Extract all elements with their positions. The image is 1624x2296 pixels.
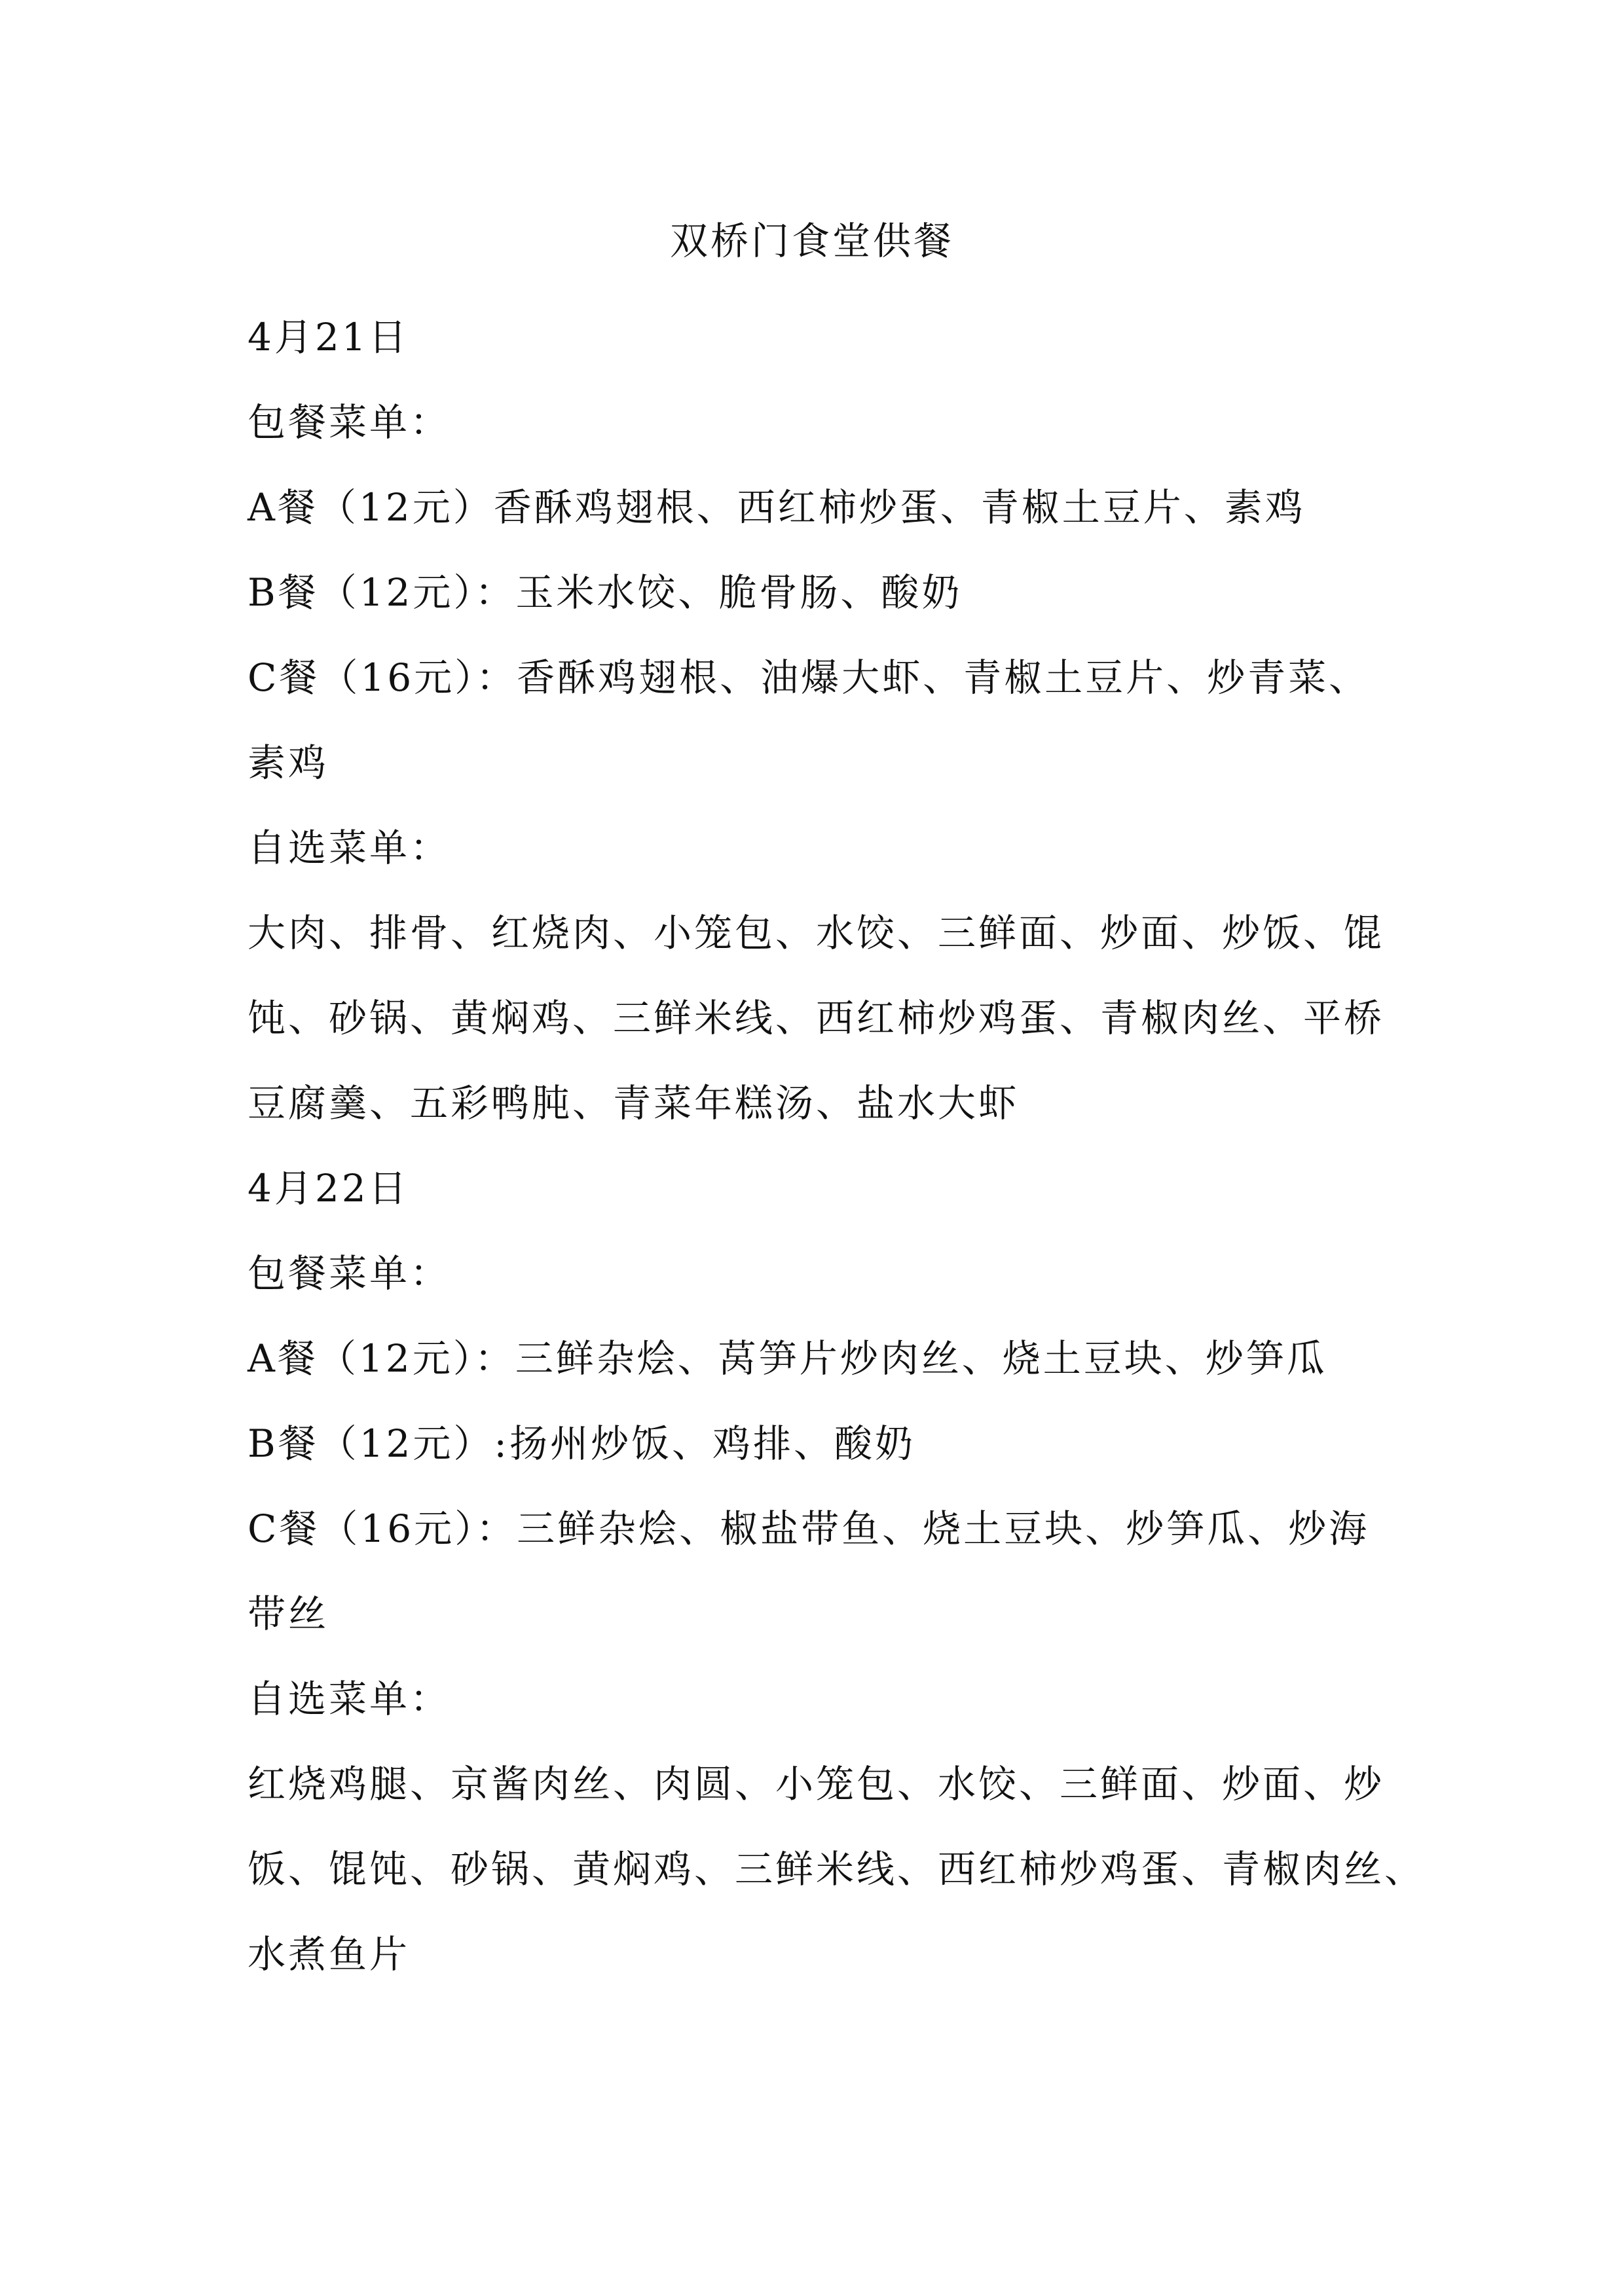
meal-c-line-continued: 素鸡: [248, 740, 329, 785]
meal-c-line: C餐（16元）：三鲜杂烩、椒盐带鱼、烧土豆块、炒笋瓜、炒海: [248, 1506, 1370, 1551]
meal-c-line-continued: 带丝: [248, 1592, 329, 1636]
date-heading-apr-22: 4月22日: [248, 1166, 409, 1211]
set-meal-heading: 包餐菜单：: [248, 1251, 451, 1296]
a-la-carte-heading: 自选菜单：: [248, 826, 451, 870]
set-meal-heading: 包餐菜单：: [248, 400, 451, 445]
meal-a-line: A餐（12元）：三鲜杂烩、莴笋片炒肉丝、烧土豆块、炒笋瓜: [248, 1336, 1327, 1381]
a-la-carte-line: 饭、馄饨、砂锅、黄焖鸡、三鲜米线、西红柿炒鸡蛋、青椒肉丝、: [248, 1847, 1426, 1891]
a-la-carte-line: 饨、砂锅、黄焖鸡、三鲜米线、西红柿炒鸡蛋、青椒肉丝、平桥: [248, 996, 1385, 1040]
date-heading-apr-21: 4月21日: [248, 315, 409, 359]
a-la-carte-line: 大肉、排骨、红烧肉、小笼包、水饺、三鲜面、炒面、炒饭、馄: [248, 911, 1385, 955]
a-la-carte-line: 红烧鸡腿、京酱肉丝、肉圆、小笼包、水饺、三鲜面、炒面、炒: [248, 1762, 1385, 1806]
a-la-carte-line: 豆腐羹、五彩鸭肫、青菜年糕汤、盐水大虾: [248, 1081, 1020, 1125]
meal-b-line: B餐（12元）:扬州炒饭、鸡排、酸奶: [248, 1421, 915, 1466]
document-title: 双桥门食堂供餐: [669, 219, 954, 263]
meal-c-line: C餐（16元）：香酥鸡翅根、油爆大虾、青椒土豆片、炒青菜、: [248, 655, 1370, 700]
meal-b-line: B餐（12元）：玉米水饺、脆骨肠、酸奶: [248, 570, 963, 615]
a-la-carte-line: 水煮鱼片: [248, 1932, 411, 1977]
document-body: [248, 295, 1426, 1997]
a-la-carte-heading: 自选菜单：: [248, 1677, 451, 1721]
meal-a-line: A餐（12元）香酥鸡翅根、西红柿炒蛋、青椒土豆片、素鸡: [248, 485, 1306, 530]
